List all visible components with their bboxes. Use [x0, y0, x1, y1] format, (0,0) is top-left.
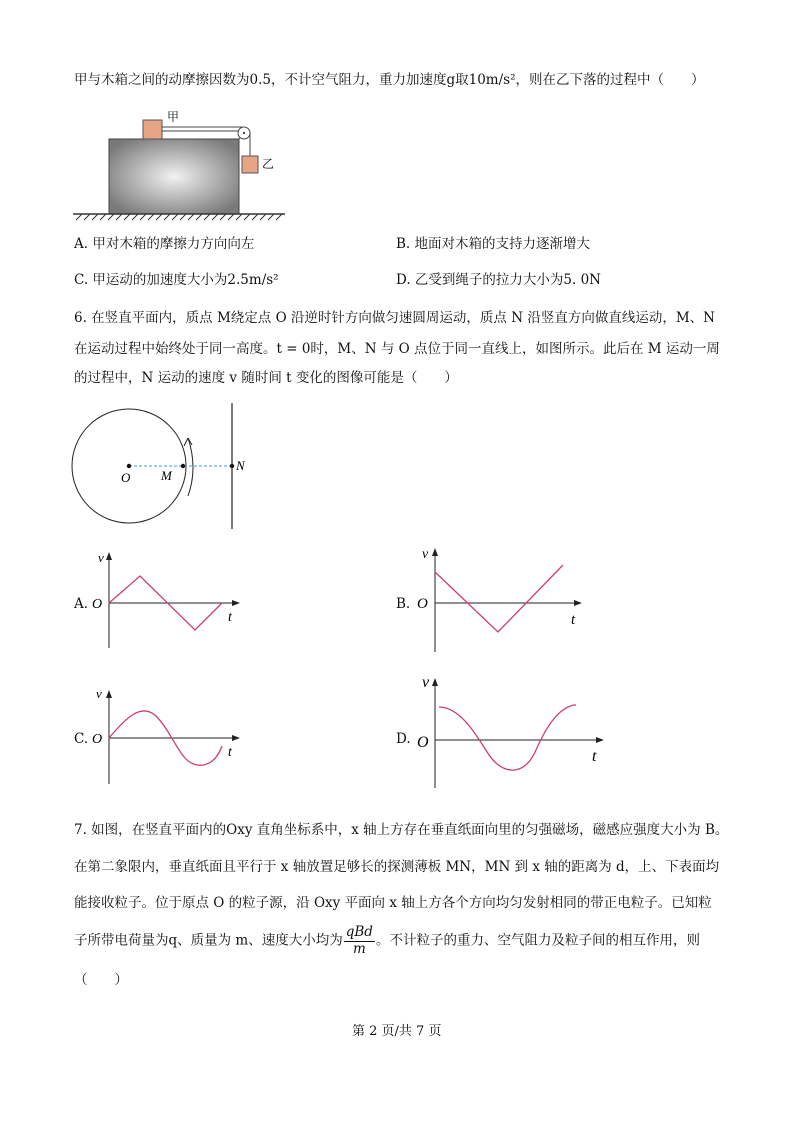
graph-b-t-arrow [574, 600, 582, 606]
q7-stem-line3: 能接收粒子。位于原点 O 的粒子源，沿 Oxy 平面向 x 轴上方各个方向均匀发射相同的带正电粒子。已知粒 [74, 895, 712, 911]
label-jia: 甲 [167, 110, 180, 124]
graph-d-label: D. [396, 731, 411, 747]
graph-d-v-label: v [422, 674, 430, 691]
graph-d-curve [439, 705, 576, 770]
q5-option-a: A. 甲对木箱的摩擦力方向向左 [74, 236, 255, 252]
graph-b-curve [435, 565, 563, 632]
graph-a-label: A. [74, 596, 89, 612]
graph-b [414, 542, 594, 654]
q6-figure [70, 400, 260, 540]
q7-stem-line2: 在第二象限内，垂直纸面且平行于 x 轴放置足够长的探测薄板 MN，MN 到 x 轴的距离为 d，上、下表面均 [74, 859, 720, 875]
point-m [181, 464, 185, 468]
q7-stem-line5: （ ） [74, 972, 128, 988]
graph-a-t-arrow [232, 600, 240, 606]
graph-d-v-arrow [432, 678, 438, 686]
label-yi: 乙 [262, 157, 275, 171]
q7-stem-line4 [74, 925, 700, 957]
q6-stem-line1: 6. 在竖直平面内，质点 M绕定点 O 沿逆时针方向做匀速圆周运动，质点 N 沿竖直方向做直线运动，M、N [74, 310, 715, 326]
q5-option-b: B. 地面对木箱的支持力逐渐增大 [396, 236, 591, 252]
graph-c-label: C. [74, 731, 89, 747]
wooden-box [109, 139, 239, 214]
graph-c [88, 686, 248, 786]
q6-stem-line3: 的过程中，N 运动的速度 v 随时间 t 变化的图像可能是（ ） [74, 370, 458, 386]
graph-d-origin: O [417, 734, 429, 751]
q7-stem-line1: 7. 如图，在竖直平面内的Oxy 直角坐标系中，x 轴上方存在垂直纸面向里的匀强磁场，磁感应强度大小为 B。 [74, 822, 729, 838]
q6-stem-line2: 在运动过程中始终处于同一高度。t = 0时，M、N 与 O 点位于同一直线上，如图所示。此后在 M 运动一周 [74, 341, 720, 357]
ground-hatch [76, 214, 282, 220]
graph-a-origin: O [92, 597, 103, 612]
graph-b-origin: O [417, 596, 428, 612]
graph-c-t-arrow [232, 735, 240, 741]
graph-b-v-arrow [432, 548, 438, 556]
page-footer: 第 2 页/共 7 页 [352, 1024, 442, 1039]
graph-b-v-label: v [422, 547, 429, 562]
graph-d-t-arrow [596, 737, 604, 743]
graph-c-origin: O [92, 732, 103, 747]
block-jia [143, 120, 162, 139]
q5-stem: 甲与木箱之间的动摩擦因数为0.5，不计空气阻力，重力加速度g取10m/s²，则在乙下落的过程中（ ） [74, 72, 705, 88]
block-yi [242, 156, 258, 173]
q5-option-d: D. 乙受到绳子的拉力大小为5. 0N [396, 272, 601, 288]
graph-a-v-arrow [106, 552, 112, 560]
q7-line4-start: 子所带电荷量为q、质量为 m、速度大小均为 [74, 932, 343, 949]
graph-b-t-label: t [571, 612, 576, 628]
q5-option-c: C. 甲运动的加速度大小为2.5m/s² [74, 272, 279, 288]
q7-line4-end: 。不计粒子的重力、空气阻力及粒子间的相互作用，则 [375, 932, 700, 949]
label-o: O [121, 470, 131, 485]
speed-fraction [344, 925, 375, 957]
graph-b-label: B. [396, 596, 411, 612]
graph-d-t-label: t [592, 748, 597, 765]
point-o [127, 464, 131, 468]
graph-c-v-arrow [106, 690, 112, 698]
label-n: N [236, 458, 245, 473]
graph-c-v-label: v [96, 686, 102, 701]
graph-a-t-label: t [228, 610, 232, 625]
graph-c-t-label: t [228, 745, 232, 760]
graph-a-v-label: v [98, 550, 104, 565]
fraction-numerator: qBd [345, 924, 373, 940]
graph-a [88, 548, 248, 653]
graph-d [414, 670, 614, 790]
rotation-arrow [188, 438, 193, 496]
pulley-axle [243, 132, 245, 134]
label-m: M [161, 468, 172, 483]
fraction-denominator: m [352, 940, 366, 957]
